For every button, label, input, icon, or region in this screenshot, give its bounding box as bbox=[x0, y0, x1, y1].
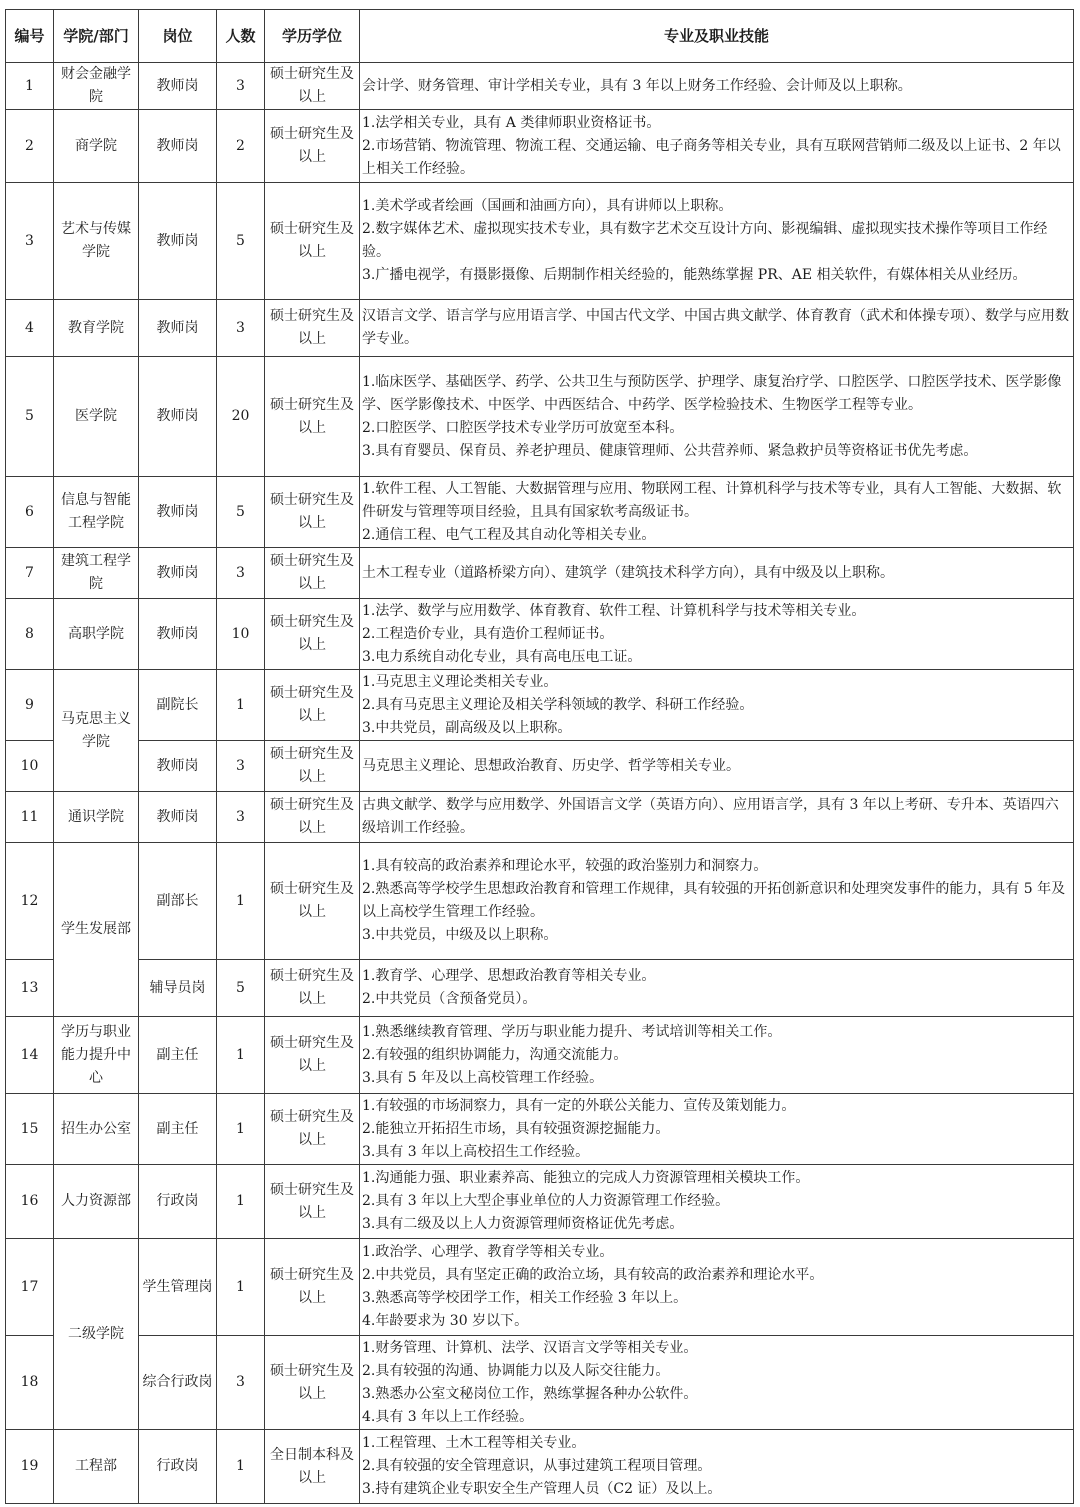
row-id: 5 bbox=[6, 357, 54, 477]
skill-line: 1.法学相关专业，具有 A 类律师职业资格证书。 bbox=[362, 114, 661, 131]
row-skills bbox=[360, 670, 1074, 741]
row-dept: 人力资源部 bbox=[54, 1165, 139, 1239]
row-count: 5 bbox=[217, 183, 265, 300]
row-degree: 硕士研究生及以上 bbox=[265, 960, 360, 1017]
header-post: 岗位 bbox=[139, 10, 217, 63]
row-dept: 商学院 bbox=[54, 110, 139, 183]
skill-line: 3.熟悉高等学校团学工作，相关工作经验 3 年以上。 bbox=[362, 1290, 688, 1306]
header-degree: 学历学位 bbox=[265, 10, 360, 63]
skill-line: 会计学、财务管理、审计学相关专业，具有 3 年以上财务工作经验、会计师及以上职称。 bbox=[362, 77, 912, 94]
row-post: 副主任 bbox=[139, 1094, 217, 1165]
skill-line: 2.能独立开拓招生市场，具有较强资源挖掘能力。 bbox=[362, 1120, 670, 1137]
skill-line: 3.具有二级及以上人力资源管理师资格证优先考虑。 bbox=[362, 1216, 684, 1232]
skill-line: 1.法学、数学与应用数学、体育教育、软件工程、计算机科学与技术等相关专业。 bbox=[362, 602, 866, 619]
row-post: 副院长 bbox=[139, 670, 217, 741]
row-count: 3 bbox=[217, 741, 265, 792]
skill-line: 2.数字媒体艺术、虚拟现实技术专业，具有数字艺术交互设计方向、影视编辑、虚拟现实技术操作等项目工作经验。 bbox=[362, 221, 1048, 260]
row-post: 副主任 bbox=[139, 1017, 217, 1094]
table-row bbox=[6, 357, 1074, 477]
skill-line: 1.财务管理、计算机、法学、汉语言文学等相关专业。 bbox=[362, 1339, 698, 1356]
table-row bbox=[6, 548, 1074, 599]
row-post: 教师岗 bbox=[139, 548, 217, 599]
row-id: 16 bbox=[6, 1165, 54, 1239]
row-id: 6 bbox=[6, 477, 54, 548]
row-id: 8 bbox=[6, 599, 54, 670]
row-count: 5 bbox=[217, 960, 265, 1017]
row-dept: 财会金融学院 bbox=[54, 63, 139, 110]
row-dept: 艺术与传媒学院 bbox=[54, 183, 139, 300]
table-row bbox=[6, 1165, 1074, 1239]
skill-line: 4.具有 3 年以上工作经验。 bbox=[362, 1408, 534, 1425]
header-row bbox=[6, 10, 1074, 63]
row-skills bbox=[360, 1336, 1074, 1430]
row-id: 18 bbox=[6, 1336, 54, 1430]
row-post: 教师岗 bbox=[139, 792, 217, 843]
row-skills bbox=[360, 63, 1074, 110]
skill-line: 2.工程造价专业，具有造价工程师证书。 bbox=[362, 625, 614, 642]
row-degree: 硕士研究生及以上 bbox=[265, 548, 360, 599]
row-id: 11 bbox=[6, 792, 54, 843]
row-dept: 学生发展部 bbox=[54, 843, 139, 1017]
row-count: 1 bbox=[217, 1430, 265, 1504]
row-degree: 硕士研究生及以上 bbox=[265, 792, 360, 843]
row-count: 3 bbox=[217, 548, 265, 599]
skill-line: 3.具有育婴员、保育员、养老护理员、健康管理师、公共营养师、紧急救护员等资格证书优先考虑。 bbox=[362, 442, 978, 459]
skill-line: 2.具有 3 年以上大型企事业单位的人力资源管理工作经验。 bbox=[362, 1193, 730, 1209]
skill-line: 2.熟悉高等学校学生思想政治教育和管理工作规律，具有较强的开拓创新意识和处理突发事件的能力，具有 5 年及以上高校学生管理工作经验。 bbox=[362, 881, 1066, 920]
table-row bbox=[6, 477, 1074, 548]
row-degree: 硕士研究生及以上 bbox=[265, 741, 360, 792]
skill-line: 2.通信工程、电气工程及其自动化等相关专业。 bbox=[362, 526, 656, 543]
row-skills bbox=[360, 110, 1074, 183]
row-post: 教师岗 bbox=[139, 63, 217, 110]
row-skills bbox=[360, 960, 1074, 1017]
row-skills bbox=[360, 1094, 1074, 1165]
row-skills bbox=[360, 548, 1074, 599]
row-dept: 学历与职业能力提升中心 bbox=[54, 1017, 139, 1094]
row-count: 3 bbox=[217, 300, 265, 357]
row-count: 20 bbox=[217, 357, 265, 477]
skill-line: 2.中共党员，具有坚定正确的政治立场，具有较高的政治素养和理论水平。 bbox=[362, 1267, 824, 1283]
row-degree: 硕士研究生及以上 bbox=[265, 183, 360, 300]
row-degree: 硕士研究生及以上 bbox=[265, 670, 360, 741]
table-row bbox=[6, 741, 1074, 792]
row-skills bbox=[360, 183, 1074, 300]
row-id: 15 bbox=[6, 1094, 54, 1165]
row-degree: 硕士研究生及以上 bbox=[265, 1239, 360, 1336]
skill-line: 4.年龄要求为 30 岁以下。 bbox=[362, 1313, 529, 1329]
skill-line: 1.沟通能力强、职业素养高、能独立的完成人力资源管理相关模块工作。 bbox=[362, 1170, 810, 1186]
skill-line: 3.持有建筑企业专职安全生产管理人员（C2 证）及以上。 bbox=[362, 1481, 722, 1497]
skill-line: 土木工程专业（道路桥梁方向）、建筑学（建筑技术科学方向），具有中级及以上职称。 bbox=[362, 564, 894, 581]
table-row bbox=[6, 1094, 1074, 1165]
row-degree: 硕士研究生及以上 bbox=[265, 63, 360, 110]
skill-line: 古典文献学、数学与应用数学、外国语言文学（英语方向）、应用语言学，具有 3 年以上考研、专升本、英语四六级培训工作经验。 bbox=[362, 797, 1059, 836]
row-skills bbox=[360, 1239, 1074, 1336]
row-skills bbox=[360, 792, 1074, 843]
row-post: 教师岗 bbox=[139, 300, 217, 357]
row-skills bbox=[360, 477, 1074, 548]
row-id: 1 bbox=[6, 63, 54, 110]
row-degree: 硕士研究生及以上 bbox=[265, 477, 360, 548]
skill-line: 1.熟悉继续教育管理、学历与职业能力提升、考试培训等相关工作。 bbox=[362, 1023, 782, 1040]
skill-line: 1.教育学、心理学、思想政治教育等相关专业。 bbox=[362, 968, 656, 984]
row-dept: 工程部 bbox=[54, 1430, 139, 1504]
row-skills bbox=[360, 300, 1074, 357]
row-post: 教师岗 bbox=[139, 477, 217, 548]
skill-line: 1.临床医学、基础医学、药学、公共卫生与预防医学、护理学、康复治疗学、口腔医学、口腔医学技术、医学影像学、医学影像技术、中医学、中西医结合、中药学、医学检验技术、生物医学工程等专业。 bbox=[362, 373, 1062, 413]
row-id: 7 bbox=[6, 548, 54, 599]
row-degree: 硕士研究生及以上 bbox=[265, 1165, 360, 1239]
row-skills bbox=[360, 1430, 1074, 1504]
row-count: 1 bbox=[217, 843, 265, 960]
row-count: 3 bbox=[217, 1336, 265, 1430]
row-post: 教师岗 bbox=[139, 110, 217, 183]
row-degree: 硕士研究生及以上 bbox=[265, 1094, 360, 1165]
row-id: 10 bbox=[6, 741, 54, 792]
row-count: 1 bbox=[217, 670, 265, 741]
table-row bbox=[6, 843, 1074, 960]
row-degree: 硕士研究生及以上 bbox=[265, 1017, 360, 1094]
table-row bbox=[6, 1336, 1074, 1430]
row-count: 3 bbox=[217, 63, 265, 110]
row-degree: 硕士研究生及以上 bbox=[265, 599, 360, 670]
skill-line: 3.具有 3 年以上高校招生工作经验。 bbox=[362, 1143, 590, 1160]
skill-line: 1.具有较高的政治素养和理论水平，较强的政治鉴别力和洞察力。 bbox=[362, 858, 768, 874]
row-post: 行政岗 bbox=[139, 1165, 217, 1239]
row-post: 综合行政岗 bbox=[139, 1336, 217, 1430]
row-dept: 医学院 bbox=[54, 357, 139, 477]
row-degree: 硕士研究生及以上 bbox=[265, 110, 360, 183]
row-id: 2 bbox=[6, 110, 54, 183]
row-post: 教师岗 bbox=[139, 357, 217, 477]
skill-line: 2.有较强的组织协调能力，沟通交流能力。 bbox=[362, 1046, 628, 1063]
row-count: 2 bbox=[217, 110, 265, 183]
row-degree: 硕士研究生及以上 bbox=[265, 1336, 360, 1430]
row-count: 5 bbox=[217, 477, 265, 548]
table-row bbox=[6, 599, 1074, 670]
row-dept: 高职学院 bbox=[54, 599, 139, 670]
skill-line: 3.电力系统自动化专业，具有高电压电工证。 bbox=[362, 648, 642, 665]
row-skills bbox=[360, 357, 1074, 477]
row-id: 17 bbox=[6, 1239, 54, 1336]
skill-line: 3.具有 5 年及以上高校管理工作经验。 bbox=[362, 1069, 604, 1086]
row-dept: 建筑工程学院 bbox=[54, 548, 139, 599]
recruitment-table bbox=[5, 9, 1074, 1504]
row-count: 3 bbox=[217, 792, 265, 843]
row-skills bbox=[360, 1165, 1074, 1239]
table-row bbox=[6, 1430, 1074, 1504]
skill-line: 2.市场营销、物流管理、物流工程、交通运输、电子商务等相关专业，具有互联网营销师二级及以上证书、2 年以上相关工作经验。 bbox=[362, 137, 1061, 177]
table-row bbox=[6, 792, 1074, 843]
row-skills bbox=[360, 843, 1074, 960]
row-count: 1 bbox=[217, 1239, 265, 1336]
row-id: 13 bbox=[6, 960, 54, 1017]
row-id: 3 bbox=[6, 183, 54, 300]
row-dept: 二级学院 bbox=[54, 1239, 139, 1430]
table-row bbox=[6, 63, 1074, 110]
skill-line: 2.具有较强的安全管理意识，从事过建筑工程项目管理。 bbox=[362, 1458, 712, 1474]
row-dept: 信息与智能工程学院 bbox=[54, 477, 139, 548]
skill-line: 1.美术学或者绘画（国画和油画方向），具有讲师以上职称。 bbox=[362, 198, 733, 214]
table-row bbox=[6, 1239, 1074, 1336]
row-post: 学生管理岗 bbox=[139, 1239, 217, 1336]
row-skills bbox=[360, 1017, 1074, 1094]
row-id: 9 bbox=[6, 670, 54, 741]
table-row bbox=[6, 183, 1074, 300]
row-skills bbox=[360, 741, 1074, 792]
skill-line: 2.中共党员（含预备党员）。 bbox=[362, 991, 537, 1007]
row-post: 教师岗 bbox=[139, 183, 217, 300]
row-post: 行政岗 bbox=[139, 1430, 217, 1504]
row-post: 辅导员岗 bbox=[139, 960, 217, 1017]
row-id: 14 bbox=[6, 1017, 54, 1094]
skill-line: 2.具有较强的沟通、协调能力以及人际交往能力。 bbox=[362, 1362, 670, 1379]
table-row bbox=[6, 300, 1074, 357]
skill-line: 1.工程管理、土木工程等相关专业。 bbox=[362, 1435, 586, 1451]
skill-line: 3.熟悉办公室文秘岗位工作，熟练掌握各种办公软件。 bbox=[362, 1385, 698, 1402]
skill-line: 3.中共党员，副高级及以上职称。 bbox=[362, 719, 572, 736]
table-row bbox=[6, 110, 1074, 183]
skill-line: 1.有较强的市场洞察力，具有一定的外联公关能力、宣传及策划能力。 bbox=[362, 1097, 796, 1114]
table-row bbox=[6, 670, 1074, 741]
table-row bbox=[6, 960, 1074, 1017]
row-count: 10 bbox=[217, 599, 265, 670]
row-degree: 硕士研究生及以上 bbox=[265, 843, 360, 960]
header-count: 人数 bbox=[217, 10, 265, 63]
row-dept: 教育学院 bbox=[54, 300, 139, 357]
row-post: 教师岗 bbox=[139, 741, 217, 792]
row-dept: 通识学院 bbox=[54, 792, 139, 843]
row-dept: 招生办公室 bbox=[54, 1094, 139, 1165]
table-body bbox=[6, 63, 1074, 1504]
skill-line: 3.广播电视学，有摄影摄像、后期制作相关经验的，能熟练掌握 PR、AE 相关软件，有媒体相关从业经历。 bbox=[362, 267, 1027, 283]
header-dept: 学院/部门 bbox=[54, 10, 139, 63]
row-degree: 硕士研究生及以上 bbox=[265, 300, 360, 357]
header-id: 编号 bbox=[6, 10, 54, 63]
header-skills: 专业及职业技能 bbox=[360, 10, 1074, 63]
row-post: 教师岗 bbox=[139, 599, 217, 670]
row-degree: 硕士研究生及以上 bbox=[265, 357, 360, 477]
row-count: 1 bbox=[217, 1094, 265, 1165]
skill-line: 1.马克思主义理论类相关专业。 bbox=[362, 673, 558, 690]
row-id: 12 bbox=[6, 843, 54, 960]
row-id: 19 bbox=[6, 1430, 54, 1504]
skill-line: 马克思主义理论、思想政治教育、历史学、哲学等相关专业。 bbox=[362, 757, 740, 774]
row-count: 1 bbox=[217, 1165, 265, 1239]
row-dept: 马克思主义学院 bbox=[54, 670, 139, 792]
row-count: 1 bbox=[217, 1017, 265, 1094]
skill-line: 2.口腔医学、口腔医学技术专业学历可放宽至本科。 bbox=[362, 419, 684, 436]
row-degree: 全日制本科及以上 bbox=[265, 1430, 360, 1504]
row-id: 4 bbox=[6, 300, 54, 357]
skill-line: 1.软件工程、人工智能、大数据管理与应用、物联网工程、计算机科学与技术等专业，具有人工智能、大数据、软件研发与管理等项目经验，且具有国家软考高级证书。 bbox=[362, 480, 1062, 520]
table-row bbox=[6, 1017, 1074, 1094]
skill-line: 汉语言文学、语言学与应用语言学、中国古代文学、中国古典文献学、体育教育（武术和体操专项）、数学与应用数学专业。 bbox=[362, 308, 1069, 347]
row-skills bbox=[360, 599, 1074, 670]
row-post: 副部长 bbox=[139, 843, 217, 960]
skill-line: 3.中共党员，中级及以上职称。 bbox=[362, 927, 558, 943]
skill-line: 2.具有马克思主义理论及相关学科领域的教学、科研工作经验。 bbox=[362, 696, 754, 713]
skill-line: 1.政治学、心理学、教育学等相关专业。 bbox=[362, 1244, 614, 1260]
